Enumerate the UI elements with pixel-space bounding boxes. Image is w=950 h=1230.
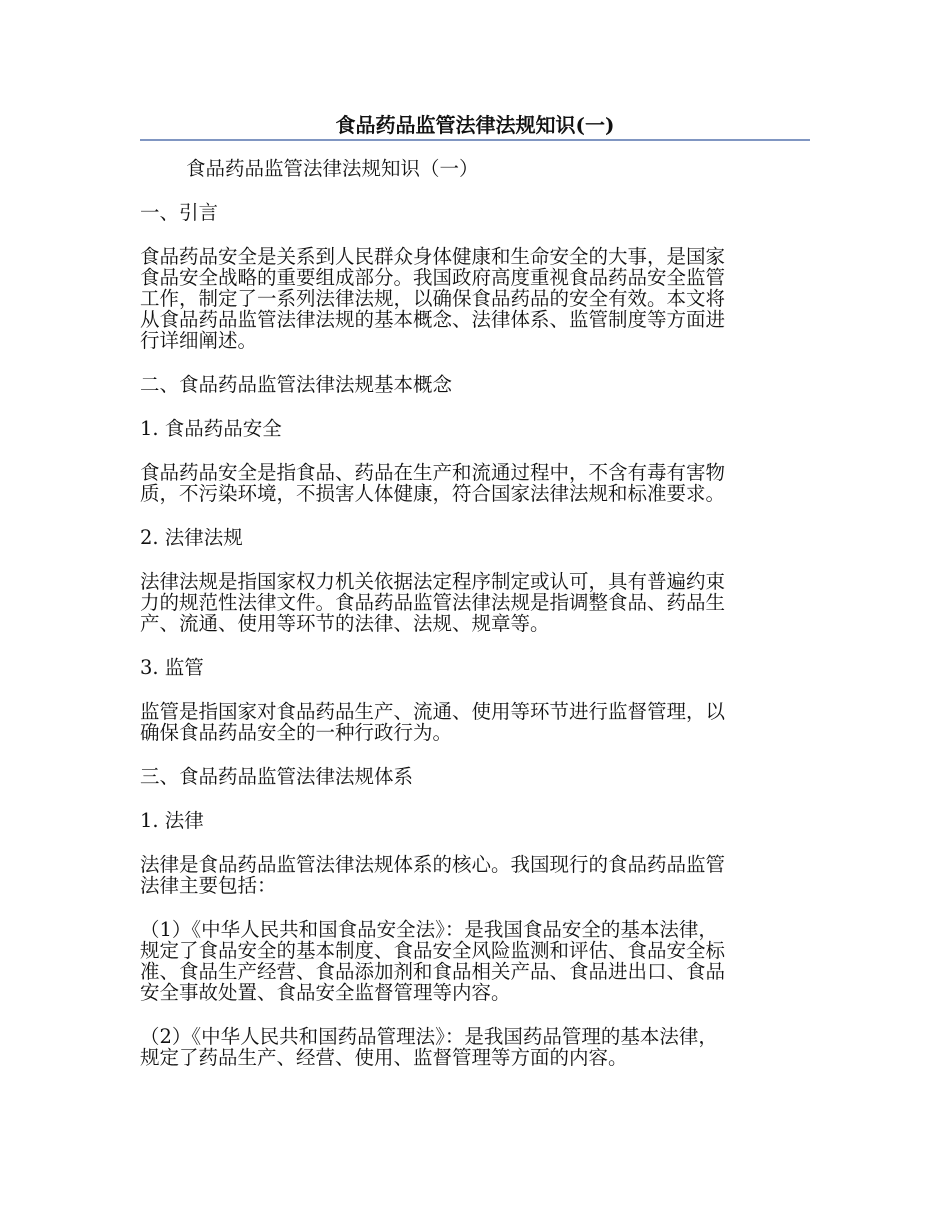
text-line: 产、流通、使用等环节的法律、法规、规章等。 — [140, 612, 550, 635]
paragraph-p1 — [140, 202, 800, 223]
document-title: 食品药品监管法律法规知识(一) — [335, 113, 615, 137]
paragraph-p3 — [140, 374, 800, 395]
paragraph-p6 — [140, 527, 800, 548]
text-line: 3. 监管 — [140, 656, 204, 679]
text-line: （1）《中华人民共和国食品安全法》：是我国食品安全的基本法律， — [140, 918, 718, 941]
text-line: 准、食品生产经营、食品添加剂和食品相关产品、食品进出口、食品 — [140, 960, 726, 983]
text-line: 1. 法律 — [140, 809, 204, 832]
text-line: 工作，制定了一系列法律法规，以确保食品药品的安全有效。本文将 — [140, 287, 726, 310]
text-line: 确保食品药品安全的一种行政行为。 — [140, 721, 453, 744]
paragraph-p9 — [140, 701, 800, 743]
paragraph-p0 — [140, 158, 800, 179]
text-line: 2. 法律法规 — [140, 526, 243, 549]
title-divider — [140, 139, 810, 141]
paragraph-p2 — [140, 246, 800, 351]
paragraph-p5 — [140, 462, 800, 504]
document-body — [140, 158, 800, 1091]
text-line: 食品药品安全是关系到人民群众身体健康和生命安全的大事，是国家 — [140, 245, 726, 268]
text-line: 食品安全战略的重要组成部分。我国政府高度重视食品药品安全监管 — [140, 266, 726, 289]
text-line: 从食品药品监管法律法规的基本概念、法律体系、监管制度等方面进 — [140, 308, 726, 331]
paragraph-p8 — [140, 657, 800, 678]
text-line: 法律主要包括： — [140, 874, 277, 897]
paragraph-p10 — [140, 766, 800, 787]
text-line: 力的规范性法律文件。食品药品监管法律法规是指调整食品、药品生 — [140, 591, 726, 614]
text-line: 法律法规是指国家权力机关依据法定程序制定或认可，具有普遍约束 — [140, 570, 726, 593]
paragraph-p11 — [140, 810, 800, 831]
text-line: 法律是食品药品监管法律法规体系的核心。我国现行的食品药品监管 — [140, 853, 726, 876]
paragraph-p14 — [140, 1026, 800, 1068]
text-line: 食品药品监管法律法规知识（一） — [186, 157, 479, 180]
text-line: 规定了药品生产、经营、使用、监督管理等方面的内容。 — [140, 1046, 628, 1069]
paragraph-p12 — [140, 854, 800, 896]
text-line: 监管是指国家对食品药品生产、流通、使用等环节进行监督管理，以 — [140, 700, 726, 723]
text-line: 食品药品安全是指食品、药品在生产和流通过程中，不含有毒有害物 — [140, 461, 726, 484]
text-line: 质，不污染环境，不损害人体健康，符合国家法律法规和标准要求。 — [140, 482, 726, 505]
paragraph-p4 — [140, 418, 800, 439]
text-line: 三、食品药品监管法律法规体系 — [140, 765, 414, 788]
text-line: 行详细阐述。 — [140, 329, 258, 352]
text-line: 一、引言 — [140, 201, 219, 224]
text-line: 1. 食品药品安全 — [140, 417, 282, 440]
text-line: 二、食品药品监管法律法规基本概念 — [140, 373, 453, 396]
text-line: （2）《中华人民共和国药品管理法》：是我国药品管理的基本法律， — [140, 1025, 718, 1048]
paragraph-p13 — [140, 919, 800, 1003]
text-line: 规定了食品安全的基本制度、食品安全风险监测和评估、食品安全标 — [140, 939, 726, 962]
text-line: 安全事故处置、食品安全监督管理等内容。 — [140, 981, 511, 1004]
paragraph-p7 — [140, 571, 800, 634]
